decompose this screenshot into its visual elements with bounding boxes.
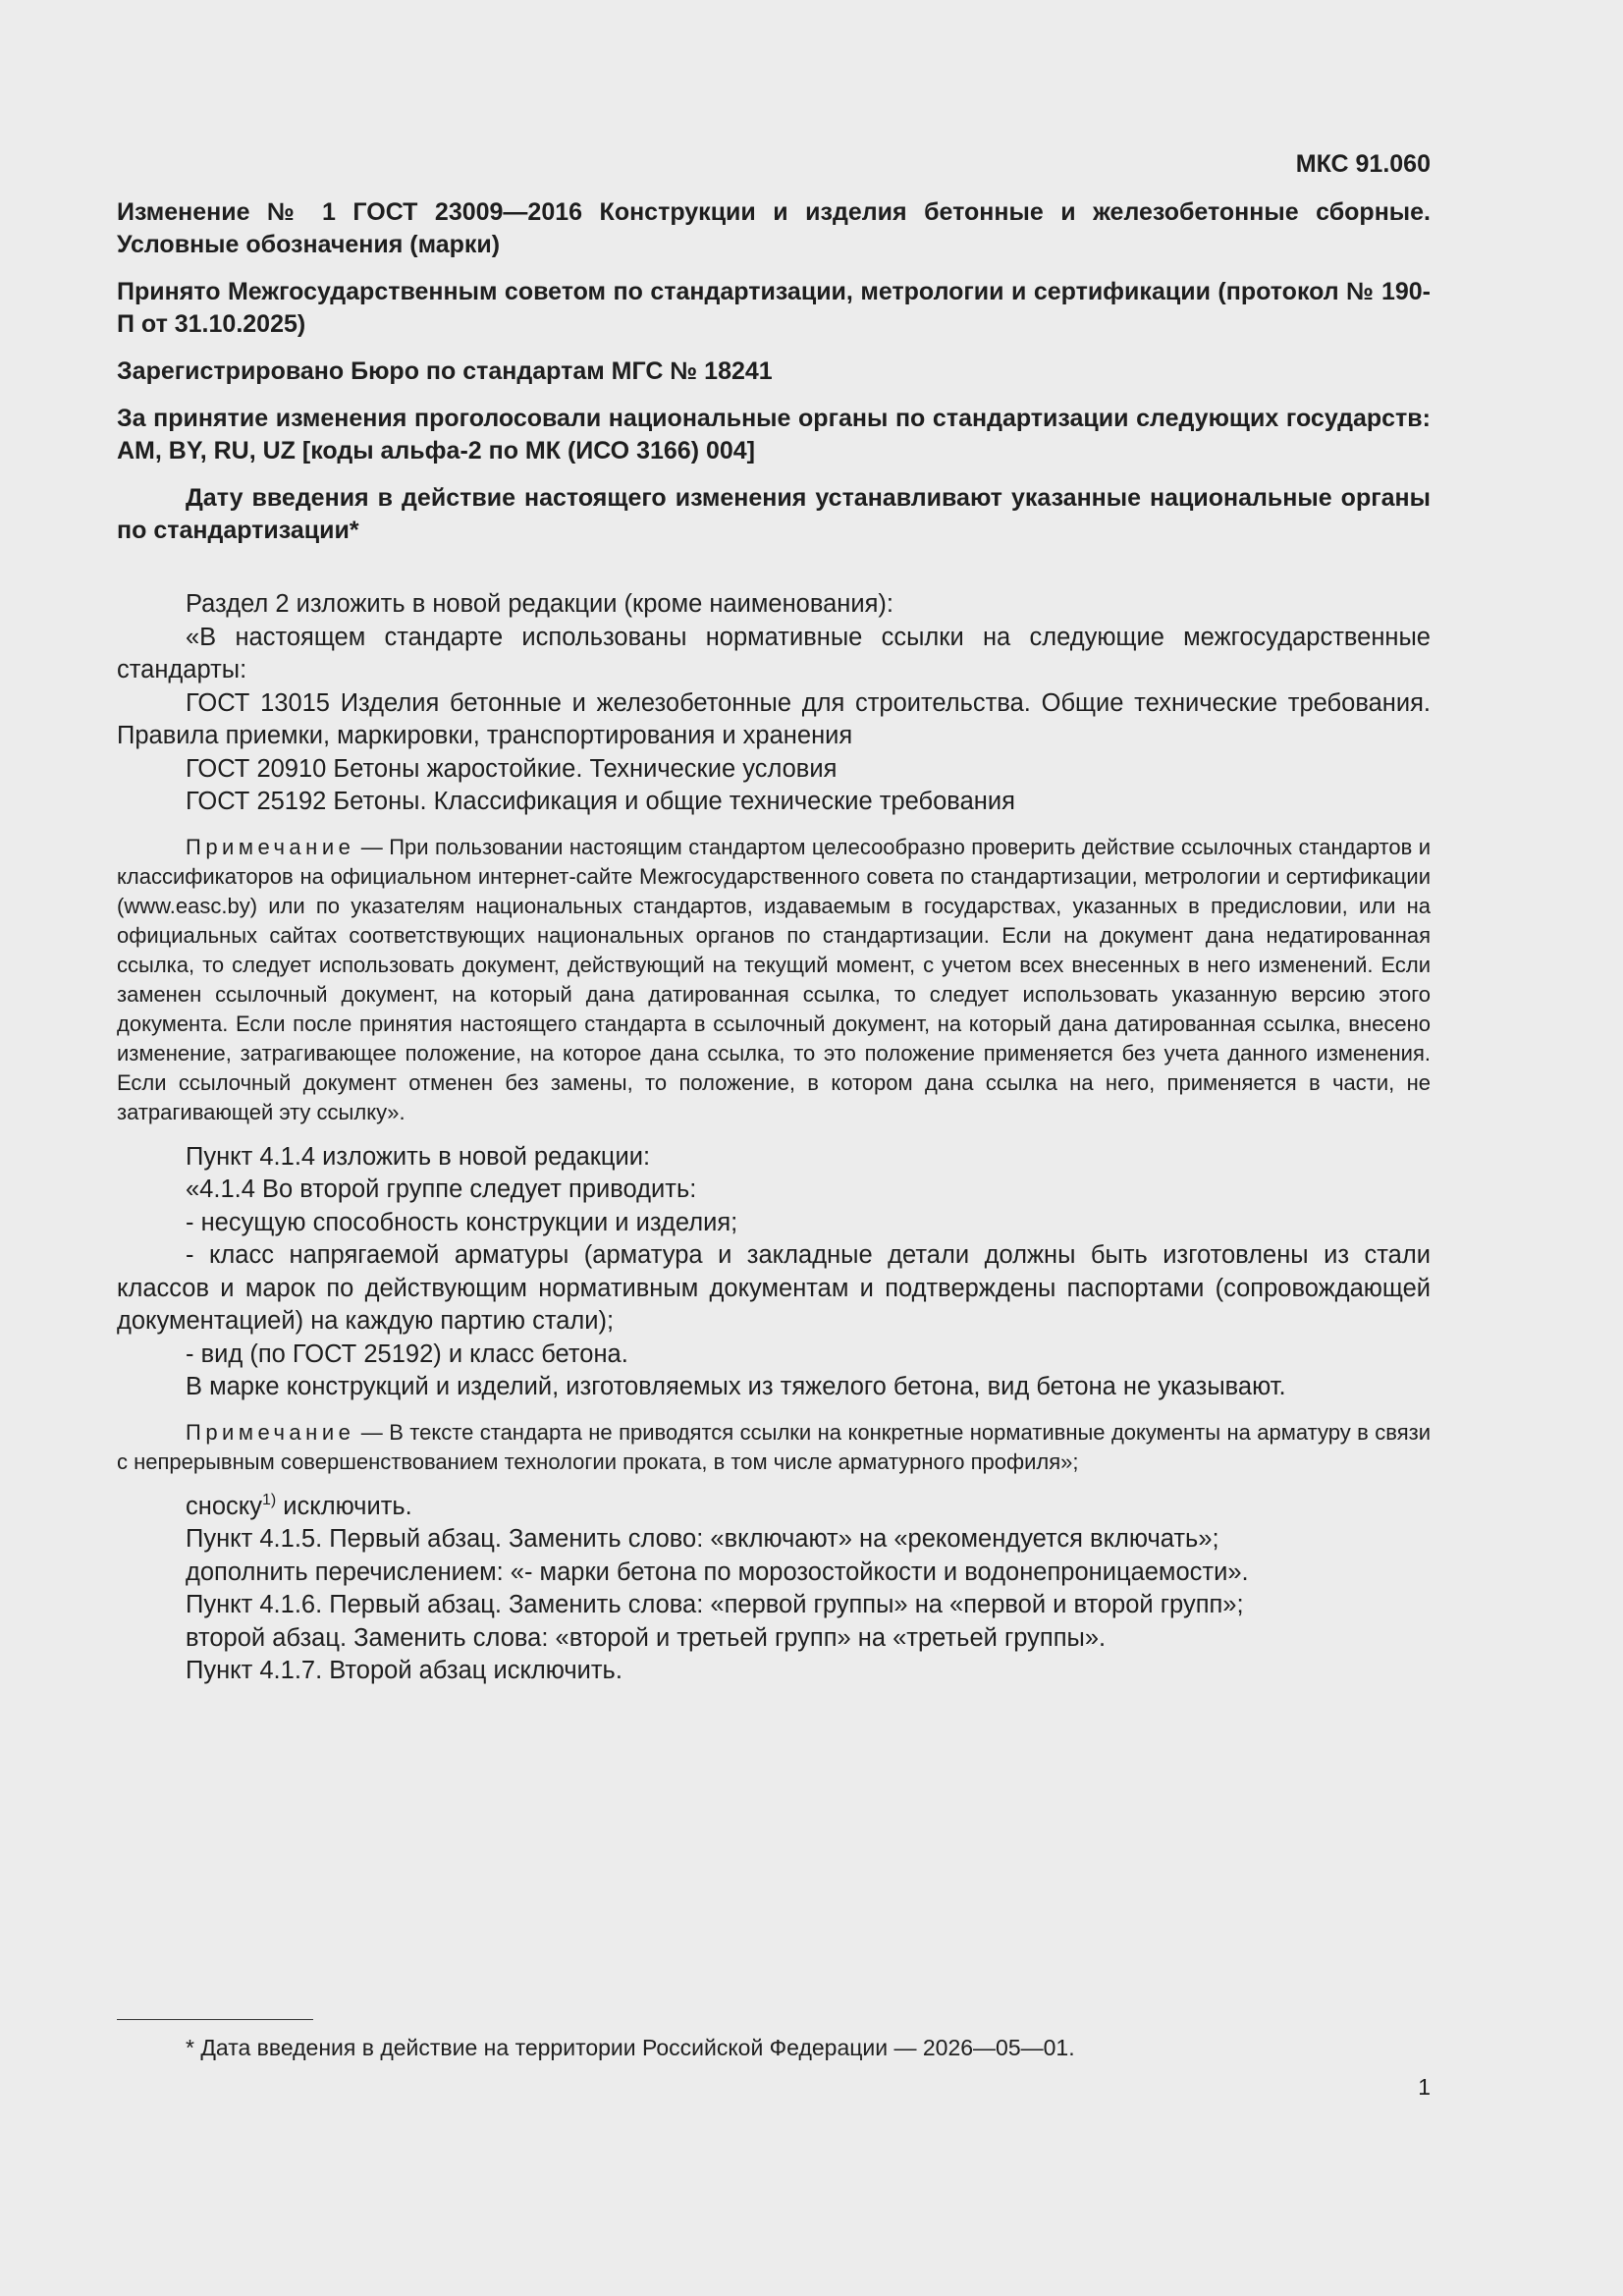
footnote-suffix: исключить. [276, 1492, 412, 1520]
footnote-divider [117, 2019, 313, 2020]
list-item: - класс напрягаемой арматуры (арматура и закладные детали должны быть изготовлены из стали классов и марок по действующим нормативным документам и подтверждены паспортами (сопровождающей документацией) на каждую партию стали); [117, 1241, 1431, 1335]
point414-lead: «4.1.4 Во второй группе следует приводить: [186, 1175, 697, 1203]
footnote-prefix: сноску [186, 1492, 262, 1520]
change-line: Пункт 4.1.7. Второй абзац исключить. [186, 1657, 622, 1684]
effective-date-statement: Дату введения в действие настоящего изменения устанавливают указанные национальные органы по стандартизации* [117, 484, 1431, 544]
section2-note [117, 833, 1431, 1127]
page-number: 1 [1418, 2074, 1431, 2100]
note-text: — При пользовании настоящим стандартом целесообразно проверить действие ссылочных стандартов и классификаторов на официальном интернет-сайте Межгосударственного совета по стандартизации, метрологии и сертификации (www.easc.by) или по указателям национальных стандартов, издаваемым в государствах, указанных в предисловии, или на официальных сайтах соответствующих национальных органов по стандартизации. Если на документ дана недатированная ссылка, то следует использовать документ, действующий на текущий момент, с учетом всех внесенных в него изменений. Если заменен ссылочный документ, на который дана датированная ссылка, то следует использовать указанную версию этого документа. Если после принятия настоящего стандарта в ссылочный документ, на который дана датированная ссылка, внесено изменение, затрагивающее положение, на которое дана ссылка, то это положение применяется без учета данного изменения. Если ссылочный документ отменен без замены, то положение, в котором дана ссылка на него, применяется в части, не затрагивающей эту ссылку». [117, 834, 1431, 1124]
footnote-removal-line [117, 1491, 1431, 1524]
adopted-statement: Принято Межгосударственным советом по стандартизации, метрологии и сертификации (протокол № 190-П от 31.10.2025) [117, 278, 1431, 338]
footnote-marker: 1) [261, 1491, 277, 1508]
reference-item: ГОСТ 20910 Бетоны жаростойкие. Технические условия [186, 754, 838, 783]
section2-intro: Раздел 2 изложить в новой редакции (кроме наименования): [186, 590, 894, 618]
note-text: — В тексте стандарта не приводятся ссылки на конкретные нормативные документы на арматуру в связи с непрерывным совершенствованием технологии проката, в том числе арматурного профиля»; [117, 1419, 1431, 1474]
voting-statement: За принятие изменения проголосовали национальные органы по стандартизации следующих государств: AM, BY, RU, UZ [коды альфа-2 по МК (ИСО 3166) 004] [117, 405, 1431, 465]
point414-note [117, 1418, 1431, 1477]
footnote-text: * Дата введения в действие на территории Российской Федерации — 2026—05—01. [186, 2035, 1075, 2060]
point414-closing: В марке конструкций и изделий, изготовляемых из тяжелого бетона, вид бетона не указывают. [186, 1373, 1286, 1400]
point414-intro: Пункт 4.1.4 изложить в новой редакции: [186, 1142, 651, 1171]
section2-lead: «В настоящем стандарте использованы нормативные ссылки на следующие межгосударственные стандарты: [117, 623, 1431, 683]
note-label: Примечание [186, 1419, 355, 1445]
mks-code: МКС 91.060 [1295, 150, 1431, 178]
list-item: - несущую способность конструкции и изделия; [186, 1208, 738, 1236]
note-label: Примечание [186, 834, 355, 859]
list-item: - вид (по ГОСТ 25192) и класс бетона. [186, 1339, 628, 1368]
amendment-title: Изменение № 1 ГОСТ 23009—2016 Конструкции и изделия бетонные и железобетонные сборные. Условные обозначения (марки) [117, 198, 1431, 258]
change-line: второй абзац. Заменить слова: «второй и третьей групп» на «третьей группы». [186, 1623, 1107, 1652]
reference-item: ГОСТ 13015 Изделия бетонные и железобетонные для строительства. Общие технические требования. Правила приемки, маркировки, транспортирования и хранения [117, 688, 1431, 749]
registration-statement: Зарегистрировано Бюро по стандартам МГС № 18241 [117, 357, 773, 385]
change-line: дополнить перечислением: «- марки бетона по морозостойкости и водонепроницаемости». [186, 1558, 1249, 1586]
change-line: Пункт 4.1.5. Первый абзац. Заменить слово: «включают» на «рекомендуется включать»; [186, 1525, 1219, 1553]
document-page [117, 147, 1431, 1688]
change-line: Пункт 4.1.6. Первый абзац. Заменить слова: «первой группы» на «первой и второй групп»; [186, 1591, 1244, 1618]
reference-item: ГОСТ 25192 Бетоны. Классификация и общие технические требования [186, 788, 1015, 815]
